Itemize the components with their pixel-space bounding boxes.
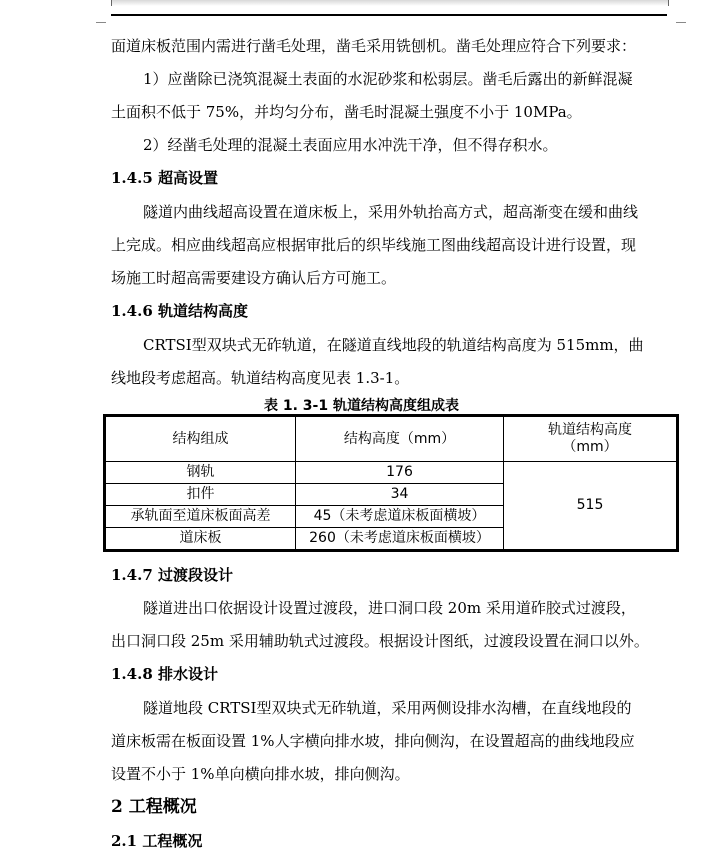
requirement-1-line-1: 1）应凿除已浇筑混凝土表面的水泥砂浆和松弱层。凿毛后露出的新鲜混凝: [143, 70, 633, 88]
header-rule: [111, 14, 667, 16]
chapter-heading-2: 2 工程概况: [111, 797, 197, 817]
requirement-2: 2）经凿毛处理的混凝土表面应用水冲洗干净，但不得存积水。: [143, 136, 558, 154]
header-cell: 轨道结构高度（mm）: [504, 416, 678, 462]
table-cell: 176: [296, 462, 504, 484]
table-cell: 扣件: [105, 483, 296, 505]
section-1-4-5-line-1: 隧道内曲线超高设置在道床板上，采用外轨抬高方式，超高渐变在缓和曲线: [143, 203, 639, 221]
page-header-band: [111, 0, 669, 6]
section-heading-2-1: 2.1 工程概况: [111, 832, 203, 850]
section-1-4-7-line-2: 出口洞口段 25m 采用辅助轨式过渡段。根据设计图纸，过渡段设置在洞口以外。: [111, 632, 649, 650]
section-1-4-8-line-1: 隧道地段 CRTSⅠ型双块式无砟轨道，采用两侧设排水沟槽，在直线地段的: [143, 699, 632, 717]
table-row: [105, 462, 678, 484]
section-heading-1-4-8: 1.4.8 排水设计: [111, 665, 218, 683]
table-cell: 承轨面至道床板面高差: [105, 505, 296, 527]
table-cell: 钢轨: [105, 462, 296, 484]
header-cell: 结构组成: [105, 416, 296, 462]
section-heading-1-4-7: 1.4.7 过渡段设计: [111, 566, 233, 584]
section-1-4-5-line-3: 场施工时超高需要建设方确认后方可施工。: [111, 269, 397, 287]
section-1-4-8-line-3: 设置不小于 1%单向横向排水坡，排向侧沟。: [111, 765, 410, 783]
section-1-4-6-line-1: CRTSⅠ型双块式无砟轨道，在隧道直线地段的轨道结构高度为 515mm，曲: [143, 336, 644, 354]
table-caption: 表 1. 3-1 轨道结构高度组成表: [264, 398, 459, 414]
table-cell: 45（未考虑道床板面横坡）: [296, 505, 504, 527]
requirement-1-line-2: 土面积不低于 75%，并均匀分布，凿毛时混凝土强度不小于 10MPa。: [111, 103, 582, 121]
section-heading-1-4-6: 1.4.6 轨道结构高度: [111, 302, 248, 320]
header-cell: 结构高度（mm）: [296, 416, 504, 462]
section-1-4-7-line-1: 隧道进出口依据设计设置过渡段，进口洞口段 20m 采用道砟胶式过渡段，: [143, 599, 636, 617]
table-cell: 34: [296, 483, 504, 505]
table-cell: 260（未考虑道床板面横坡）: [296, 527, 504, 550]
section-1-4-8-line-2: 道床板需在板面设置 1%人字横向排水坡，排向侧沟，在设置超高的曲线地段应: [111, 732, 635, 750]
table-header-row: [105, 416, 678, 462]
total-height-cell: 515: [504, 462, 678, 551]
margin-mark-left: [96, 22, 106, 23]
table-cell: 道床板: [105, 527, 296, 550]
section-1-4-5-line-2: 上完成。相应曲线超高应根据审批后的织毕线施工图曲线超高设计进行设置，现: [111, 236, 637, 254]
margin-mark-right: [676, 22, 686, 23]
section-1-4-6-line-2: 线地段考虑超高。轨道结构高度见表 1.3-1。: [111, 369, 410, 387]
track-structure-height-table: [103, 414, 679, 552]
section-heading-1-4-5: 1.4.5 超高设置: [111, 169, 218, 187]
intro-paragraph: 面道床板范围内需进行凿毛处理，凿毛采用铣刨机。凿毛处理应符合下列要求：: [111, 37, 637, 55]
